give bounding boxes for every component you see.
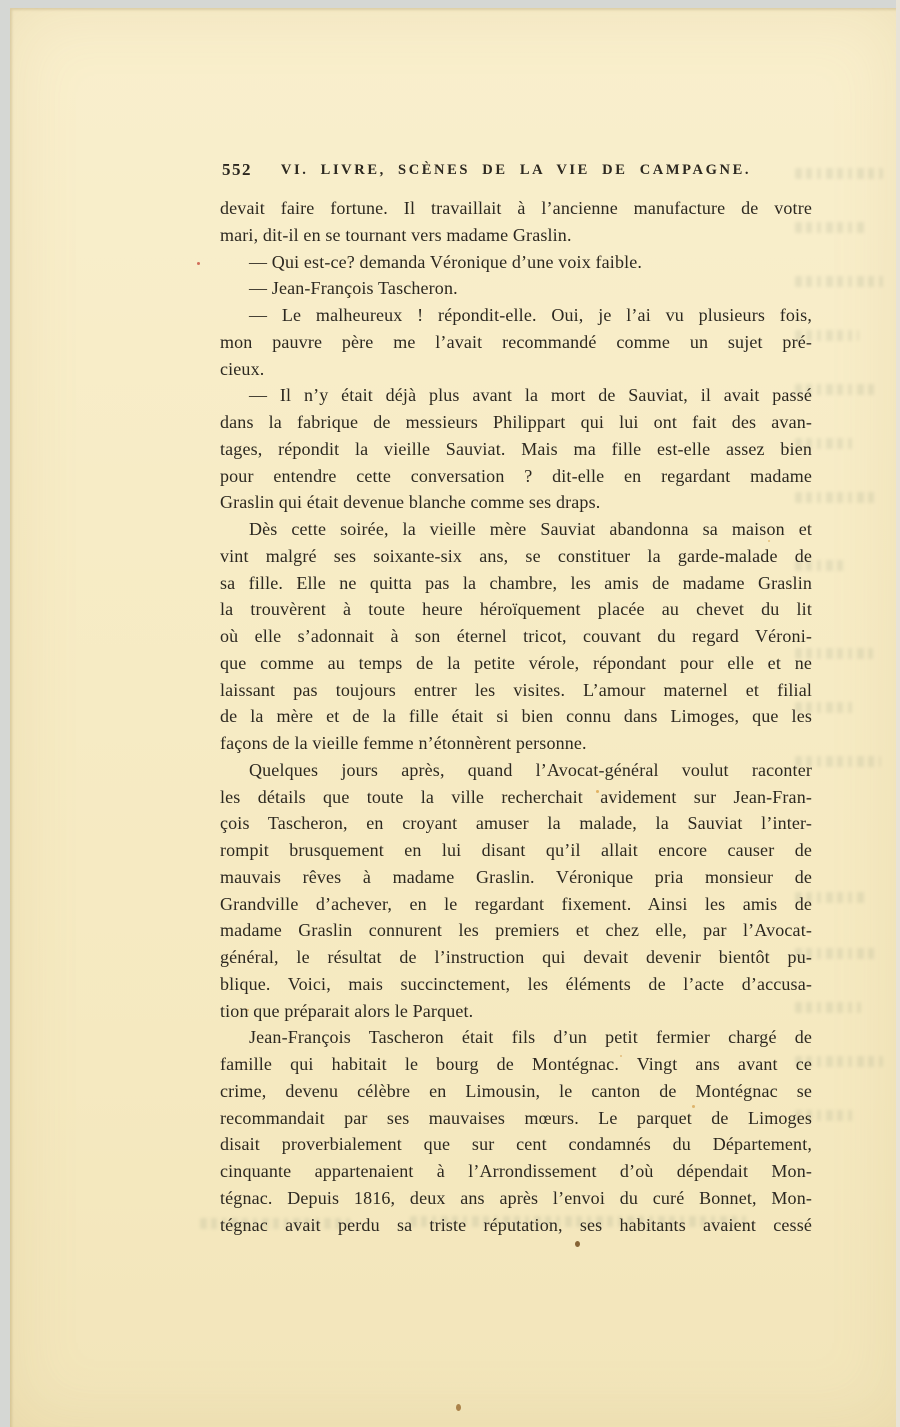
text-line: — Jean-François Tascheron.	[249, 278, 458, 299]
text-line: cinquante appartenaient à l’Arrondissement d’où dépendait Mon-	[220, 1161, 812, 1181]
text-line: disait proverbialement que sur cent condamnés du Département,	[220, 1134, 812, 1155]
text-line: où elle s’adonnait à son éternel tricot, couvant du regard Véroni-	[220, 626, 812, 646]
text-line: blique. Voici, mais succinctement, les éléments de l’acte d’accusa-	[220, 973, 812, 994]
paper-speck	[575, 1241, 580, 1247]
text-line: — Il n’y était déjà plus avant la mort de Sauviat, il avait passé	[249, 385, 812, 406]
text-line: Jean-François Tascheron était fils d’un petit fermier chargé de	[249, 1027, 812, 1048]
book-page	[10, 8, 900, 1427]
text-line: famille qui habitait le bourg de Montégnac. Vingt ans avant ce	[220, 1054, 812, 1074]
text-line: — Qui est-ce? demanda Véronique d’une voix faible.	[249, 251, 643, 272]
scan-right-edge	[896, 0, 900, 1427]
text-line: général, le résultat de l’instruction qui devait devenir bientôt pu-	[220, 947, 812, 967]
text-line: vint malgré ses soixante-six ans, se constituer la garde-malade de	[220, 545, 812, 566]
text-line: Graslin qui était devenue blanche comme ses draps.	[220, 492, 601, 513]
text-line: que comme au temps de la petite vérole, répondant pour elle et ne	[220, 652, 812, 673]
text-line: mari, dit-il en se tournant vers madame Graslin.	[220, 224, 572, 245]
text-line: madame Graslin connurent les premiers et chez elle, par l’Avocat-	[220, 920, 812, 941]
text-line: recommandait par ses mauvaises mœurs. Le parquet de Limoges	[220, 1107, 812, 1128]
text-line: façons de la vieille femme n’étonnèrent personne.	[220, 733, 587, 753]
text-line: — Le malheureux ! répondit-elle. Oui, je l’ai vu plusieurs fois,	[249, 305, 812, 325]
page-header	[220, 158, 812, 184]
text-line: laissant pas toujours entrer les visites. L’amour maternel et filial	[220, 679, 812, 700]
text-line: dans la fabrique de messieurs Philippart qui lui ont fait des avan-	[220, 412, 812, 432]
text-line: sa fille. Elle ne quitta pas la chambre, les amis de madame Graslin	[220, 572, 812, 593]
text-line: devait faire fortune. Il travaillait à l’ancienne manufacture de votre	[220, 198, 812, 218]
paper-speck	[197, 262, 200, 265]
text-column	[220, 158, 812, 1238]
text-line: tion que préparait alors le Parquet.	[220, 1000, 474, 1021]
text-line: tégnac avait perdu sa triste réputation, ses habitants avaient cessé	[220, 1214, 812, 1235]
text-line: de la mère et de la fille était si bien connu dans Limoges, que les	[220, 706, 812, 727]
body-text	[220, 195, 812, 1238]
text-line: pour entendre cette conversation ? dit-elle en regardant madame	[220, 465, 812, 486]
text-line: la trouvèrent à toute heure héroïquement placée au chevet du lit	[220, 599, 812, 620]
text-line: mauvais rêves à madame Graslin. Véronique pria monsieur de	[220, 866, 812, 887]
text-line: cieux.	[220, 358, 265, 379]
text-line: Dès cette soirée, la vieille mère Sauviat abandonna sa maison et	[249, 519, 812, 539]
text-line: mon pauvre père me l’avait recommandé comme un sujet pré-	[220, 331, 812, 352]
text-line: rompit brusquement en lui disant qu’il allait encore causer de	[220, 840, 812, 860]
text-line: tages, répondit la vieille Sauviat. Mais ma fille est-elle assez bien	[220, 438, 812, 459]
text-line: crime, devenu célèbre en Limousin, le canton de Montégnac se	[220, 1080, 812, 1101]
running-title: VI. LIVRE, SCÈNES DE LA VIE DE CAMPAGNE.	[280, 162, 752, 178]
page-number: 552	[222, 160, 252, 179]
paper-speck	[456, 1404, 461, 1411]
text-line: çois Tascheron, en croyant amuser la malade, la Sauviat l’inter-	[220, 813, 812, 834]
text-line: les détails que toute la ville recherchait avidement sur Jean-Fran-	[220, 786, 812, 807]
text-line: Quelques jours après, quand l’Avocat-général voulut raconter	[249, 759, 812, 780]
text-line: Grandville d’achever, en le regardant fixement. Ainsi les amis de	[220, 893, 812, 914]
text-line: tégnac. Depuis 1816, deux ans après l’envoi du curé Bonnet, Mon-	[220, 1187, 812, 1208]
